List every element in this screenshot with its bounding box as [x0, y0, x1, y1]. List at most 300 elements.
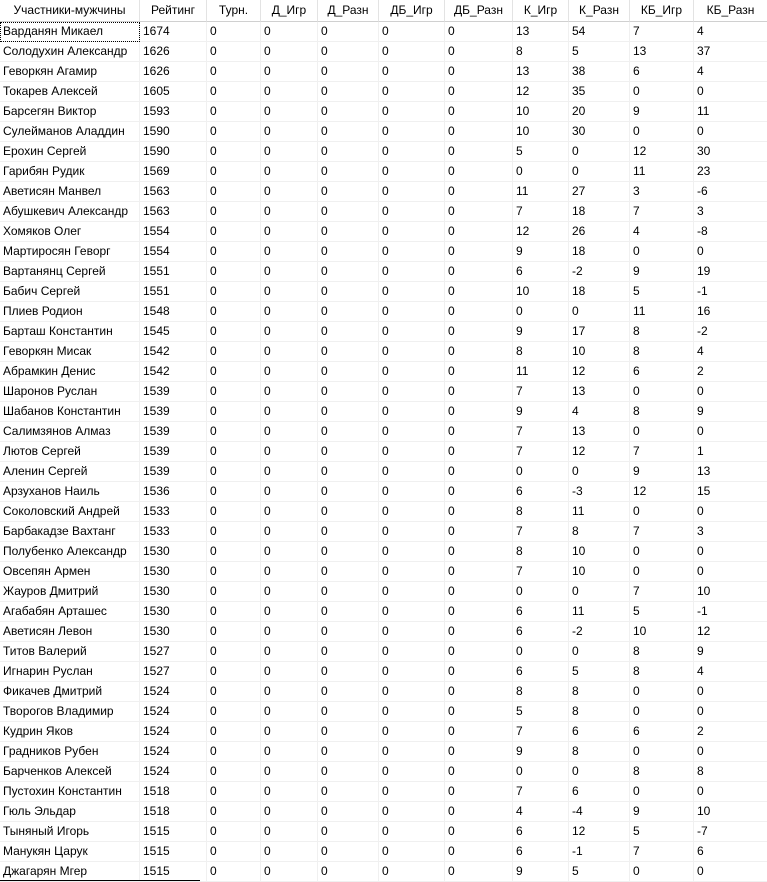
table-row[interactable]	[0, 562, 767, 582]
table-cell[interactable]: 0	[261, 422, 318, 442]
table-cell[interactable]: 0	[445, 62, 513, 82]
table-cell[interactable]: 7	[513, 562, 569, 582]
table-cell[interactable]: 1626	[140, 62, 207, 82]
table-cell[interactable]: 12	[513, 82, 569, 102]
table-cell[interactable]: 0	[379, 622, 445, 642]
table-cell[interactable]: 0	[630, 542, 694, 562]
table-cell[interactable]: 1545	[140, 322, 207, 342]
table-cell[interactable]: 9	[513, 242, 569, 262]
table-cell[interactable]: 0	[261, 242, 318, 262]
participant-name-cell[interactable]: Аленин Сергей	[0, 462, 140, 482]
table-cell[interactable]: 0	[379, 542, 445, 562]
table-cell[interactable]: 0	[379, 262, 445, 282]
table-row[interactable]	[0, 542, 767, 562]
table-cell[interactable]: 8	[630, 402, 694, 422]
table-row[interactable]	[0, 242, 767, 262]
table-row[interactable]	[0, 502, 767, 522]
table-cell[interactable]: 0	[379, 722, 445, 742]
table-cell[interactable]: 6	[513, 602, 569, 622]
table-row[interactable]	[0, 202, 767, 222]
table-cell[interactable]: 4	[694, 662, 767, 682]
table-cell[interactable]: 0	[318, 402, 379, 422]
table-cell[interactable]: 9	[630, 262, 694, 282]
table-cell[interactable]: 17	[569, 322, 630, 342]
table-cell[interactable]: 7	[513, 442, 569, 462]
table-cell[interactable]: 0	[318, 642, 379, 662]
table-cell[interactable]: 6	[569, 782, 630, 802]
table-cell[interactable]: 0	[694, 422, 767, 442]
table-cell[interactable]: 0	[318, 262, 379, 282]
table-cell[interactable]: 2	[694, 722, 767, 742]
table-cell[interactable]: 0	[207, 782, 261, 802]
table-cell[interactable]: 0	[261, 562, 318, 582]
table-cell[interactable]: 0	[569, 582, 630, 602]
table-cell[interactable]: -1	[694, 282, 767, 302]
table-cell[interactable]: 10	[694, 582, 767, 602]
table-row[interactable]	[0, 862, 767, 882]
table-cell[interactable]: 11	[630, 302, 694, 322]
column-header-1[interactable]: Участники-мужчины	[0, 0, 140, 22]
table-cell[interactable]: 19	[694, 262, 767, 282]
table-row[interactable]	[0, 282, 767, 302]
table-cell[interactable]: 9	[513, 402, 569, 422]
table-cell[interactable]: 0	[207, 42, 261, 62]
table-cell[interactable]: 0	[379, 442, 445, 462]
table-cell[interactable]: 1554	[140, 242, 207, 262]
participant-name-cell[interactable]: Джагарян Мгер	[0, 862, 140, 882]
table-cell[interactable]: 0	[261, 822, 318, 842]
table-cell[interactable]: 1551	[140, 282, 207, 302]
table-cell[interactable]: 0	[318, 862, 379, 882]
table-cell[interactable]: 8	[513, 542, 569, 562]
table-cell[interactable]: 1530	[140, 602, 207, 622]
table-cell[interactable]: 1539	[140, 422, 207, 442]
table-cell[interactable]: 0	[445, 682, 513, 702]
table-cell[interactable]: 0	[379, 582, 445, 602]
table-cell[interactable]: 0	[445, 262, 513, 282]
table-cell[interactable]: 0	[318, 342, 379, 362]
table-cell[interactable]: -2	[694, 322, 767, 342]
table-cell[interactable]: 0	[207, 162, 261, 182]
table-cell[interactable]: 0	[445, 22, 513, 42]
table-cell[interactable]: 0	[207, 402, 261, 422]
table-cell[interactable]: 0	[207, 302, 261, 322]
table-cell[interactable]: 0	[261, 402, 318, 422]
participant-name-cell[interactable]: Полубенко Александр	[0, 542, 140, 562]
table-cell[interactable]: 0	[445, 322, 513, 342]
table-cell[interactable]: -1	[569, 842, 630, 862]
table-cell[interactable]: 0	[445, 482, 513, 502]
table-cell[interactable]: 0	[261, 42, 318, 62]
table-cell[interactable]: 0	[379, 322, 445, 342]
table-cell[interactable]: 5	[630, 282, 694, 302]
table-cell[interactable]: 11	[513, 362, 569, 382]
table-cell[interactable]: 0	[630, 502, 694, 522]
table-cell[interactable]: 0	[694, 742, 767, 762]
table-row[interactable]	[0, 162, 767, 182]
table-cell[interactable]: 1542	[140, 342, 207, 362]
table-cell[interactable]: 0	[207, 622, 261, 642]
table-cell[interactable]: 1533	[140, 522, 207, 542]
table-cell[interactable]: 0	[445, 842, 513, 862]
table-cell[interactable]: 8	[630, 662, 694, 682]
table-cell[interactable]: 1515	[140, 822, 207, 842]
table-cell[interactable]: 0	[569, 762, 630, 782]
table-cell[interactable]: 0	[261, 682, 318, 702]
table-cell[interactable]: 0	[513, 462, 569, 482]
table-cell[interactable]: 0	[445, 562, 513, 582]
table-cell[interactable]: 0	[207, 462, 261, 482]
participant-name-cell[interactable]: Фикачев Дмитрий	[0, 682, 140, 702]
table-cell[interactable]: 0	[318, 142, 379, 162]
table-row[interactable]	[0, 402, 767, 422]
column-header-10[interactable]: КБ_Игр	[630, 0, 694, 22]
table-cell[interactable]: 9	[694, 642, 767, 662]
table-row[interactable]	[0, 122, 767, 142]
table-cell[interactable]: 0	[207, 182, 261, 202]
table-cell[interactable]: 0	[445, 222, 513, 242]
table-cell[interactable]: 0	[445, 202, 513, 222]
table-cell[interactable]: 0	[207, 282, 261, 302]
table-cell[interactable]: 4	[694, 342, 767, 362]
column-header-3[interactable]: Турн.	[207, 0, 261, 22]
table-cell[interactable]: 0	[379, 242, 445, 262]
table-cell[interactable]: 0	[207, 602, 261, 622]
table-cell[interactable]: 0	[207, 342, 261, 362]
table-cell[interactable]: 0	[207, 562, 261, 582]
table-cell[interactable]: 6	[513, 842, 569, 862]
table-cell[interactable]: 1569	[140, 162, 207, 182]
table-row[interactable]	[0, 262, 767, 282]
participant-name-cell[interactable]: Арзуханов Наиль	[0, 482, 140, 502]
participant-name-cell[interactable]: Соколовский Андрей	[0, 502, 140, 522]
participant-name-cell[interactable]: Шаронов Руслан	[0, 382, 140, 402]
table-cell[interactable]: 0	[445, 142, 513, 162]
table-cell[interactable]: 0	[318, 122, 379, 142]
table-row[interactable]	[0, 442, 767, 462]
table-cell[interactable]: 7	[630, 442, 694, 462]
table-cell[interactable]: 10	[569, 342, 630, 362]
table-cell[interactable]: 0	[261, 342, 318, 362]
table-cell[interactable]: 0	[207, 262, 261, 282]
table-cell[interactable]: 0	[445, 762, 513, 782]
table-cell[interactable]: 0	[513, 302, 569, 322]
table-cell[interactable]: 0	[445, 282, 513, 302]
table-cell[interactable]: 0	[445, 702, 513, 722]
column-header-6[interactable]: ДБ_Игр	[379, 0, 445, 22]
table-cell[interactable]: 0	[445, 342, 513, 362]
table-cell[interactable]: 0	[318, 162, 379, 182]
table-cell[interactable]: 6	[513, 482, 569, 502]
table-cell[interactable]: 0	[569, 162, 630, 182]
table-cell[interactable]: 0	[318, 842, 379, 862]
table-cell[interactable]: 0	[630, 862, 694, 882]
table-cell[interactable]: 7	[630, 522, 694, 542]
table-cell[interactable]: 8	[569, 742, 630, 762]
table-cell[interactable]: 1563	[140, 182, 207, 202]
table-cell[interactable]: 0	[379, 482, 445, 502]
table-cell[interactable]: 0	[445, 622, 513, 642]
table-cell[interactable]: 8	[513, 342, 569, 362]
table-cell[interactable]: 0	[445, 522, 513, 542]
table-cell[interactable]: 0	[207, 122, 261, 142]
table-cell[interactable]: 0	[379, 782, 445, 802]
table-cell[interactable]: 1524	[140, 742, 207, 762]
table-row[interactable]	[0, 362, 767, 382]
table-cell[interactable]: 3	[694, 202, 767, 222]
table-cell[interactable]: 1563	[140, 202, 207, 222]
table-cell[interactable]: 11	[630, 162, 694, 182]
participant-name-cell[interactable]: Хомяков Олег	[0, 222, 140, 242]
table-cell[interactable]: 0	[318, 482, 379, 502]
table-cell[interactable]: 6	[513, 822, 569, 842]
table-cell[interactable]: 0	[207, 802, 261, 822]
table-cell[interactable]: 0	[318, 22, 379, 42]
table-cell[interactable]: 0	[513, 642, 569, 662]
table-cell[interactable]: 0	[445, 862, 513, 882]
table-row[interactable]	[0, 662, 767, 682]
table-cell[interactable]: 0	[207, 222, 261, 242]
table-cell[interactable]: 1518	[140, 802, 207, 822]
table-cell[interactable]: 1554	[140, 222, 207, 242]
table-cell[interactable]: 8	[513, 502, 569, 522]
participant-name-cell[interactable]: Геворкян Мисак	[0, 342, 140, 362]
participant-name-cell[interactable]: Манукян Царук	[0, 842, 140, 862]
table-cell[interactable]: 0	[379, 642, 445, 662]
table-cell[interactable]: 1530	[140, 622, 207, 642]
table-cell[interactable]: 0	[207, 582, 261, 602]
table-cell[interactable]: 10	[569, 562, 630, 582]
table-cell[interactable]: 7	[513, 382, 569, 402]
table-cell[interactable]: 9	[630, 802, 694, 822]
table-cell[interactable]: 1539	[140, 402, 207, 422]
table-cell[interactable]: 6	[694, 842, 767, 862]
table-cell[interactable]: -7	[694, 822, 767, 842]
table-row[interactable]	[0, 482, 767, 502]
table-cell[interactable]: 0	[318, 822, 379, 842]
table-cell[interactable]: 0	[694, 82, 767, 102]
table-cell[interactable]: 0	[261, 782, 318, 802]
participant-name-cell[interactable]: Шабанов Константин	[0, 402, 140, 422]
participant-name-cell[interactable]: Сулейманов Аладдин	[0, 122, 140, 142]
table-cell[interactable]: 1542	[140, 362, 207, 382]
table-cell[interactable]: 11	[569, 602, 630, 622]
table-cell[interactable]: 9	[630, 102, 694, 122]
table-cell[interactable]: 0	[318, 422, 379, 442]
table-cell[interactable]: 0	[207, 82, 261, 102]
table-cell[interactable]: 0	[379, 462, 445, 482]
table-cell[interactable]: 0	[261, 162, 318, 182]
table-cell[interactable]: 0	[379, 842, 445, 862]
table-cell[interactable]: 0	[207, 702, 261, 722]
table-cell[interactable]: 0	[445, 402, 513, 422]
table-cell[interactable]: 1518	[140, 782, 207, 802]
table-cell[interactable]: 12	[513, 222, 569, 242]
table-cell[interactable]: 30	[569, 122, 630, 142]
table-cell[interactable]: 16	[694, 302, 767, 322]
table-cell[interactable]: 0	[261, 122, 318, 142]
table-cell[interactable]: 0	[261, 82, 318, 102]
participant-name-cell[interactable]: Мартиросян Геворг	[0, 242, 140, 262]
table-row[interactable]	[0, 302, 767, 322]
table-cell[interactable]: 0	[261, 462, 318, 482]
table-row[interactable]	[0, 682, 767, 702]
table-cell[interactable]: 5	[630, 602, 694, 622]
table-cell[interactable]: 0	[318, 502, 379, 522]
table-cell[interactable]: 8	[569, 682, 630, 702]
table-cell[interactable]: 0	[694, 782, 767, 802]
table-cell[interactable]: 0	[261, 802, 318, 822]
table-cell[interactable]: 0	[445, 802, 513, 822]
table-cell[interactable]: 0	[318, 382, 379, 402]
table-cell[interactable]: 0	[445, 422, 513, 442]
table-cell[interactable]: 0	[318, 702, 379, 722]
table-cell[interactable]: 1515	[140, 862, 207, 882]
table-cell[interactable]: 0	[630, 562, 694, 582]
table-cell[interactable]: 0	[318, 802, 379, 822]
table-cell[interactable]: 0	[261, 202, 318, 222]
table-cell[interactable]: 1	[694, 442, 767, 462]
table-cell[interactable]: 26	[569, 222, 630, 242]
table-cell[interactable]: 12	[569, 442, 630, 462]
table-cell[interactable]: 4	[513, 802, 569, 822]
table-cell[interactable]: 12	[630, 142, 694, 162]
table-cell[interactable]: 8	[513, 42, 569, 62]
participant-name-cell[interactable]: Абрамкин Денис	[0, 362, 140, 382]
table-cell[interactable]: -2	[569, 262, 630, 282]
table-cell[interactable]: 0	[379, 222, 445, 242]
table-cell[interactable]: 0	[261, 582, 318, 602]
table-cell[interactable]: 0	[445, 462, 513, 482]
table-cell[interactable]: 7	[630, 582, 694, 602]
table-cell[interactable]: 0	[207, 522, 261, 542]
table-cell[interactable]: 0	[445, 642, 513, 662]
table-cell[interactable]: 1626	[140, 42, 207, 62]
table-cell[interactable]: 0	[207, 22, 261, 42]
table-cell[interactable]: 0	[379, 802, 445, 822]
table-cell[interactable]: -8	[694, 222, 767, 242]
column-header-11[interactable]: КБ_Разн	[694, 0, 767, 22]
participant-name-cell[interactable]: Плиев Родион	[0, 302, 140, 322]
table-cell[interactable]: 0	[318, 182, 379, 202]
table-cell[interactable]: 0	[318, 82, 379, 102]
table-cell[interactable]: 7	[513, 522, 569, 542]
table-cell[interactable]: 0	[569, 302, 630, 322]
table-cell[interactable]: 0	[318, 762, 379, 782]
participant-name-cell[interactable]: Геворкян Агамир	[0, 62, 140, 82]
table-cell[interactable]: 6	[513, 622, 569, 642]
table-cell[interactable]: 0	[379, 822, 445, 842]
table-cell[interactable]: 0	[379, 202, 445, 222]
table-cell[interactable]: 0	[318, 102, 379, 122]
participant-name-cell[interactable]: Токарев Алексей	[0, 82, 140, 102]
table-cell[interactable]: 20	[569, 102, 630, 122]
table-cell[interactable]: 0	[379, 742, 445, 762]
participant-name-cell[interactable]: Пустохин Константин	[0, 782, 140, 802]
table-cell[interactable]: 0	[445, 502, 513, 522]
table-cell[interactable]: 0	[379, 22, 445, 42]
table-cell[interactable]: 0	[318, 722, 379, 742]
table-cell[interactable]: 0	[207, 682, 261, 702]
table-cell[interactable]: 0	[261, 142, 318, 162]
participant-name-cell[interactable]: Бабич Сергей	[0, 282, 140, 302]
table-cell[interactable]: 0	[513, 162, 569, 182]
participant-name-cell[interactable]: Игнарин Руслан	[0, 662, 140, 682]
table-cell[interactable]: 0	[261, 862, 318, 882]
table-cell[interactable]: 0	[261, 222, 318, 242]
participant-name-cell[interactable]: Ерохин Сергей	[0, 142, 140, 162]
participant-name-cell[interactable]: Салимзянов Алмаз	[0, 422, 140, 442]
table-cell[interactable]: 0	[379, 82, 445, 102]
table-cell[interactable]: 0	[207, 362, 261, 382]
table-cell[interactable]: 23	[694, 162, 767, 182]
table-cell[interactable]: 0	[261, 742, 318, 762]
table-cell[interactable]: 0	[379, 282, 445, 302]
table-cell[interactable]: 10	[630, 622, 694, 642]
table-cell[interactable]: 11	[569, 502, 630, 522]
table-cell[interactable]: 0	[569, 142, 630, 162]
table-cell[interactable]: 0	[630, 82, 694, 102]
table-cell[interactable]: 0	[630, 742, 694, 762]
table-row[interactable]	[0, 642, 767, 662]
table-row[interactable]	[0, 582, 767, 602]
column-header-7[interactable]: ДБ_Разн	[445, 0, 513, 22]
table-row[interactable]	[0, 722, 767, 742]
table-cell[interactable]: 30	[694, 142, 767, 162]
table-cell[interactable]: 1674	[140, 22, 207, 42]
table-cell[interactable]: 7	[630, 202, 694, 222]
table-cell[interactable]: 0	[207, 762, 261, 782]
table-cell[interactable]: 8	[569, 702, 630, 722]
table-cell[interactable]: 0	[261, 382, 318, 402]
table-cell[interactable]: 0	[261, 522, 318, 542]
table-cell[interactable]: 12	[569, 362, 630, 382]
table-cell[interactable]: 0	[379, 182, 445, 202]
table-row[interactable]	[0, 522, 767, 542]
participant-name-cell[interactable]: Жауров Дмитрий	[0, 582, 140, 602]
table-cell[interactable]: 0	[261, 282, 318, 302]
table-row[interactable]	[0, 62, 767, 82]
table-cell[interactable]: 0	[445, 122, 513, 142]
table-cell[interactable]: 0	[261, 542, 318, 562]
table-cell[interactable]: 9	[513, 862, 569, 882]
table-cell[interactable]: 10	[513, 122, 569, 142]
table-cell[interactable]: -6	[694, 182, 767, 202]
table-cell[interactable]: 0	[379, 302, 445, 322]
table-cell[interactable]: 0	[694, 562, 767, 582]
table-cell[interactable]: 13	[630, 42, 694, 62]
table-cell[interactable]: 0	[261, 482, 318, 502]
table-cell[interactable]: 5	[569, 662, 630, 682]
participant-name-cell[interactable]: Лютов Сергей	[0, 442, 140, 462]
table-cell[interactable]: 13	[513, 62, 569, 82]
table-cell[interactable]: 0	[379, 382, 445, 402]
table-cell[interactable]: 0	[261, 662, 318, 682]
table-cell[interactable]: 18	[569, 282, 630, 302]
table-cell[interactable]: 27	[569, 182, 630, 202]
table-cell[interactable]: 0	[207, 102, 261, 122]
table-cell[interactable]: 5	[630, 822, 694, 842]
table-cell[interactable]: 0	[379, 122, 445, 142]
table-cell[interactable]: 8	[630, 342, 694, 362]
table-cell[interactable]: 0	[261, 602, 318, 622]
participant-name-cell[interactable]: Барташ Константин	[0, 322, 140, 342]
table-cell[interactable]: 0	[261, 762, 318, 782]
table-cell[interactable]: 0	[207, 142, 261, 162]
participant-name-cell[interactable]: Кудрин Яков	[0, 722, 140, 742]
table-cell[interactable]: 0	[207, 242, 261, 262]
table-cell[interactable]: 0	[379, 422, 445, 442]
